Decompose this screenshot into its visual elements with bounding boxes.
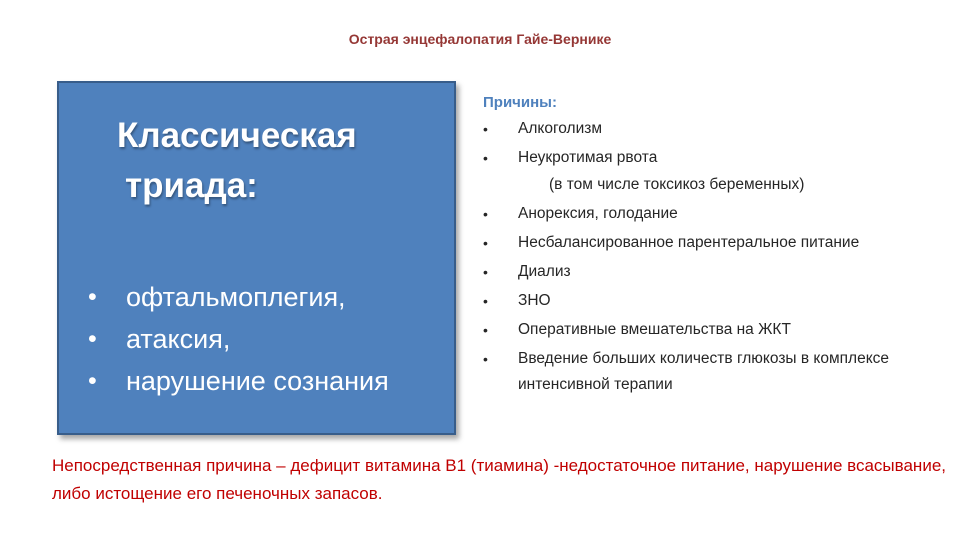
bullet-icon: • [483,206,488,222]
triad-heading [117,111,357,211]
cause-item-label: Анорексия, голодание [518,205,678,222]
bullet-icon: • [88,325,97,353]
cause-item [483,346,953,398]
footer-note: Непосредственная причина – дефицит витамина В1 (тиамина) -недостаточное питание, нарушение всасывание, либо истощение его печеночных запасов. [52,456,946,503]
triad-item-label: атаксия, [126,324,231,354]
bullet-icon: • [483,264,488,280]
slide-title: Острая энцефалопатия Гайе-Вернике [348,31,612,47]
bullet-icon: • [483,150,488,166]
triad-item-label: офтальмоплегия, [126,282,346,312]
cause-item [483,201,953,227]
triad-box [57,81,456,435]
triad-item-label: нарушение сознания [126,366,389,396]
triad-item [59,360,456,402]
cause-item-label: Диализ [518,263,571,280]
triad-heading-line1: Классическая [117,116,357,155]
causes-section [483,90,953,401]
causes-heading: Причины: [483,94,557,111]
triad-list [59,276,456,402]
causes-list [483,116,953,398]
bullet-icon: • [483,351,488,367]
triad-heading-line2: триада: [125,166,258,205]
cause-item [483,145,953,171]
cause-item-label: Оперативные вмешательства на ЖКТ [518,321,791,338]
cause-item [483,288,953,314]
cause-item-label: Алкоголизм [518,120,603,137]
triad-item [59,318,456,360]
cause-item [483,259,953,285]
bullet-icon: • [483,293,488,309]
bullet-icon: • [88,367,97,395]
cause-item-label: Неукротимая рвота [518,149,658,166]
cause-item [483,317,953,343]
cause-item-label: Несбалансированное парентеральное питание [518,234,860,251]
cause-item-label: Введение больших количеств глюкозы в комплексе интенсивной терапии [518,350,890,393]
cause-item [483,230,953,256]
bullet-icon: • [483,235,488,251]
bullet-icon: • [483,121,488,137]
triad-item [59,276,456,318]
cause-subnote-label: (в том числе токсикоз беременных) [549,176,805,193]
cause-item-label: ЗНО [518,292,551,309]
cause-item [483,116,953,142]
bullet-icon: • [483,322,488,338]
bullet-icon: • [88,283,97,311]
cause-subnote [483,172,953,198]
